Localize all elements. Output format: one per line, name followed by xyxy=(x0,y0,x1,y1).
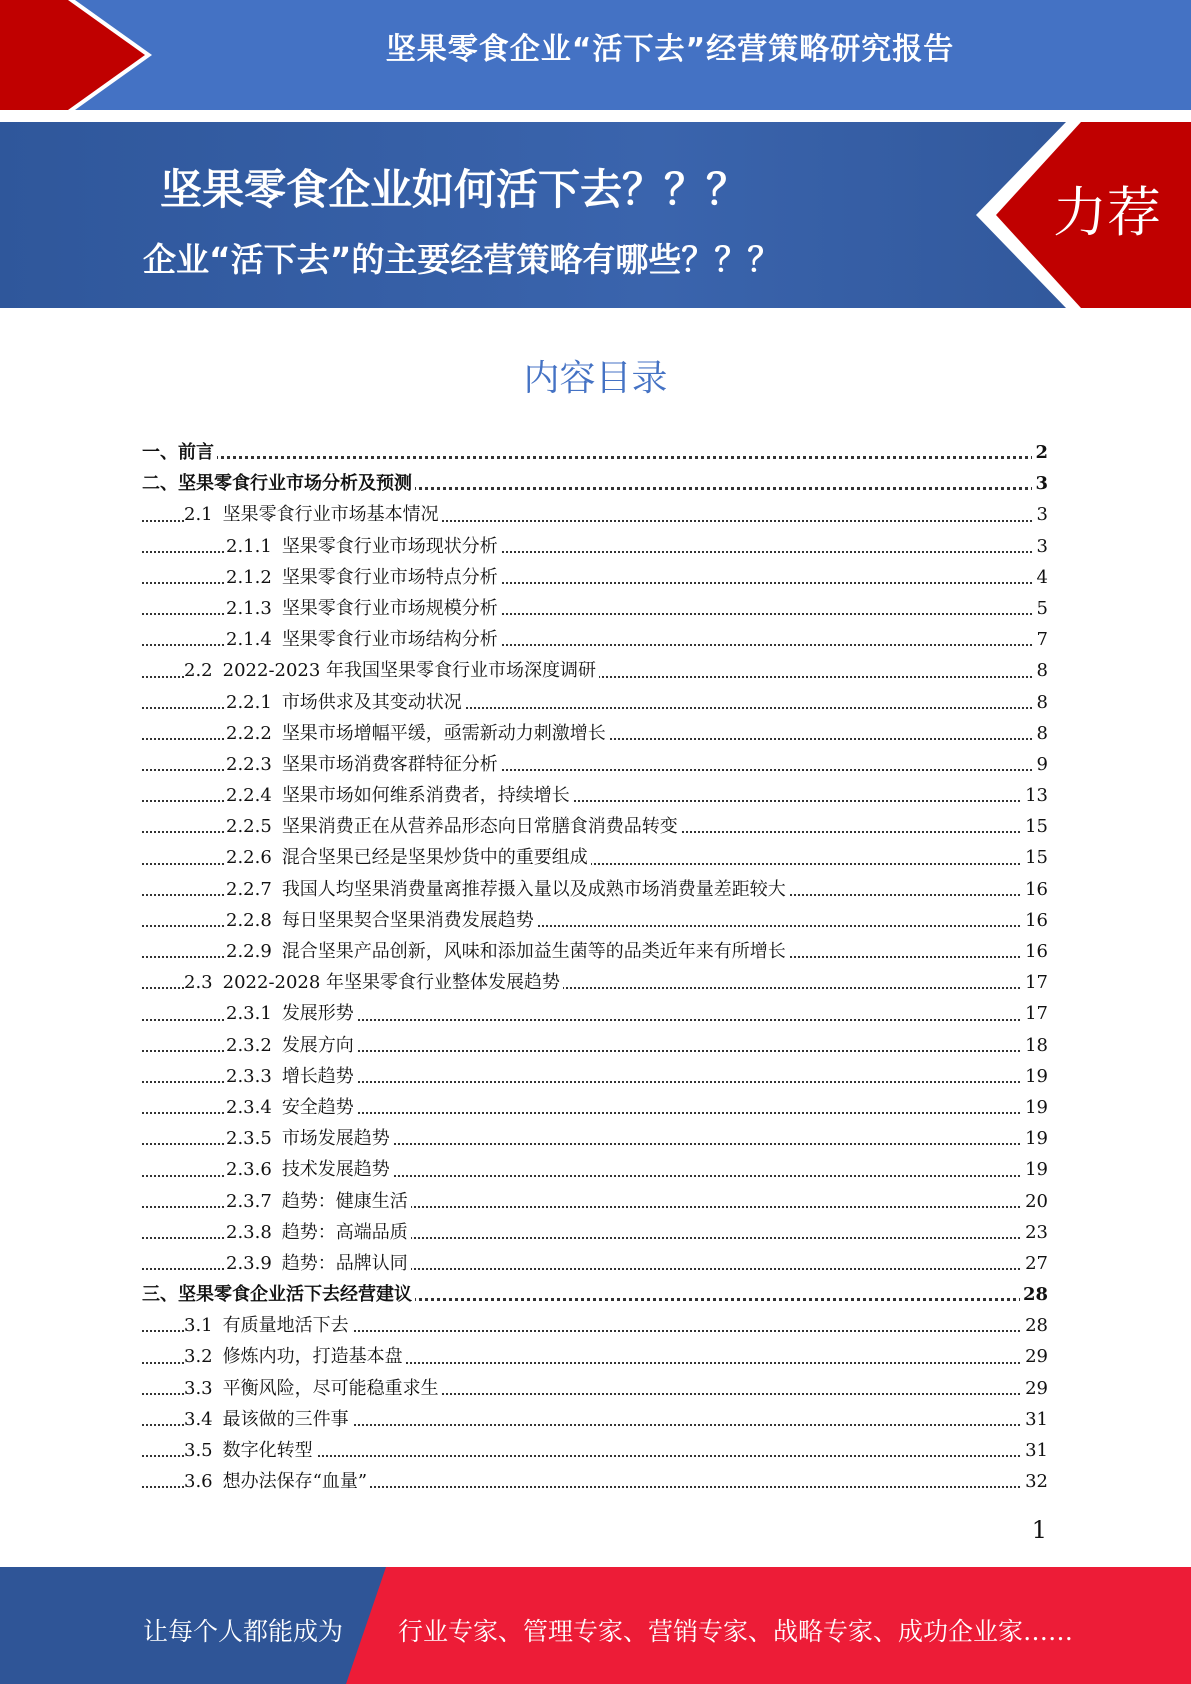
toc-entry-label xyxy=(226,723,609,744)
toc-entry-text: 坚果零食行业市场基本情况 xyxy=(222,504,439,526)
toc-entry[interactable] xyxy=(142,1435,1048,1466)
toc-entry-page: 16 xyxy=(1022,936,1048,967)
toc-entry-page: 2 xyxy=(1032,437,1048,468)
toc-entry-number: 3.6 xyxy=(184,1471,213,1493)
toc-entry-number: 2.2.6 xyxy=(226,847,272,869)
toc-entry-number: 2.2.1 xyxy=(226,691,272,713)
toc-entry-number: 2.1.1 xyxy=(226,535,272,557)
toc-entry[interactable] xyxy=(142,1279,1048,1310)
toc-entry-text: 趋势：品牌认同 xyxy=(281,1252,408,1274)
banner-question-2: 企业“活下去”的主要经营策略有哪些？？？ xyxy=(143,240,781,279)
toc-entry[interactable] xyxy=(142,874,1048,905)
toc-entry-text: 我国人均坚果消费量离推荐摄入量以及成熟市场消费量差距较大 xyxy=(281,878,786,900)
toc-entry[interactable] xyxy=(142,936,1048,967)
toc-entry-label xyxy=(226,754,501,775)
page-number: 1 xyxy=(1031,1516,1047,1544)
toc-entry-page: 29 xyxy=(1022,1373,1048,1404)
toc-entry-text: 最该做的三件事 xyxy=(222,1408,349,1430)
toc-entry-text: 坚果零食企业活下去经营建议 xyxy=(178,1284,412,1306)
toc-entry-page: 28 xyxy=(1022,1310,1048,1341)
toc-entry-page: 23 xyxy=(1022,1217,1048,1248)
toc-entry-number: 2.3.6 xyxy=(226,1159,272,1181)
toc-entry-number: 2.2.9 xyxy=(226,941,272,962)
toc-entry-page: 8 xyxy=(1034,687,1048,718)
toc-entry[interactable] xyxy=(142,499,1048,530)
toc-entry-number: 2.3.3 xyxy=(226,1065,272,1087)
toc-entry-number: 2.1.3 xyxy=(226,597,272,619)
footer-bar xyxy=(0,1567,1191,1684)
toc-entry-label xyxy=(184,504,442,525)
toc-entry-label xyxy=(184,660,599,681)
toc-entry-text: 坚果市场增幅平缓，亟需新动力刺激增长 xyxy=(281,722,606,744)
toc-entry-label xyxy=(226,879,789,900)
question-banner xyxy=(0,122,1191,308)
toc-entry-label xyxy=(226,816,681,837)
toc-entry[interactable] xyxy=(142,1030,1048,1061)
top-header-bar xyxy=(0,0,1191,110)
toc-entry-text: 坚果零食行业市场现状分析 xyxy=(281,535,498,557)
toc-entry-page: 5 xyxy=(1034,593,1048,624)
report-title: 坚果零食企业“活下去”经营策略研究报告 xyxy=(385,32,955,67)
toc-entry-page: 19 xyxy=(1022,1154,1048,1185)
toc-entry-text: 增长趋势 xyxy=(281,1065,354,1087)
toc-entry-number: 3.4 xyxy=(184,1408,213,1430)
toc-entry-number: 一、 xyxy=(142,442,178,463)
toc-entry-text: 市场供求及其变动状况 xyxy=(281,691,462,713)
toc-entry[interactable] xyxy=(142,811,1048,842)
table-of-contents xyxy=(142,437,1048,1497)
toc-entry-page: 3 xyxy=(1032,468,1048,499)
toc-entry[interactable] xyxy=(142,905,1048,936)
toc-entry-number: 2.3.5 xyxy=(226,1128,272,1150)
toc-entry-text: 混合坚果产品创新，风味和添加益生菌等的品类近年来有所增长 xyxy=(281,941,786,962)
toc-entry-label xyxy=(226,1066,357,1087)
toc-entry-number: 三、 xyxy=(142,1284,178,1306)
toc-entry-label xyxy=(226,1003,357,1024)
toc-entry-text: 坚果零食行业市场规模分析 xyxy=(281,597,498,619)
toc-entry-text: 有质量地活下去 xyxy=(222,1315,349,1337)
toc-entry[interactable] xyxy=(142,1186,1048,1217)
toc-entry-label xyxy=(184,1315,352,1336)
toc-entry-text: 趋势：高端品质 xyxy=(281,1221,408,1243)
toc-entry-label xyxy=(226,1191,411,1212)
toc-entry-label xyxy=(226,1128,393,1149)
toc-entry-label xyxy=(142,473,415,494)
toc-entry[interactable] xyxy=(142,1123,1048,1154)
toc-entry-page: 9 xyxy=(1034,749,1048,780)
toc-entry[interactable] xyxy=(142,1248,1048,1279)
toc-entry-number: 2.3 xyxy=(184,972,213,994)
toc-entry-label xyxy=(226,847,591,868)
toc-entry-number: 2.2.5 xyxy=(226,816,272,838)
toc-entry-number: 2.1.4 xyxy=(226,629,272,651)
toc-entry-number: 2.2.8 xyxy=(226,909,272,931)
toc-entry-text: 2022-2023 年我国坚果零食行业市场深度调研 xyxy=(222,660,597,682)
toc-entry-page: 7 xyxy=(1034,624,1048,655)
toc-entry[interactable] xyxy=(142,842,1048,873)
toc-entry-label xyxy=(184,1440,316,1461)
toc-entry-label xyxy=(226,910,537,931)
toc-entry[interactable] xyxy=(142,1404,1048,1435)
toc-entry-text: 坚果零食行业市场特点分析 xyxy=(281,566,498,588)
toc-entry[interactable] xyxy=(142,718,1048,749)
toc-entry-text: 技术发展趋势 xyxy=(281,1159,390,1181)
toc-entry-label xyxy=(184,1378,442,1399)
toc-entry-number: 3.3 xyxy=(184,1377,213,1399)
toc-entry[interactable] xyxy=(142,780,1048,811)
toc-entry-page: 3 xyxy=(1034,499,1048,530)
toc-entry-page: 29 xyxy=(1022,1341,1048,1372)
toc-entry-page: 31 xyxy=(1022,1404,1048,1435)
toc-entry[interactable] xyxy=(142,1217,1048,1248)
toc-entry-label xyxy=(226,692,465,713)
toc-entry[interactable] xyxy=(142,593,1048,624)
toc-entry[interactable] xyxy=(142,1373,1048,1404)
toc-entry-number: 2.2.7 xyxy=(226,878,272,900)
toc-entry-number: 3.5 xyxy=(184,1440,213,1461)
toc-entry-page: 16 xyxy=(1022,905,1048,936)
toc-entry[interactable] xyxy=(142,687,1048,718)
toc-entry-page: 18 xyxy=(1022,1030,1048,1061)
header-chevron-red xyxy=(0,0,150,110)
toc-entry-page: 19 xyxy=(1022,1061,1048,1092)
toc-entry-label xyxy=(184,972,563,993)
toc-entry[interactable] xyxy=(142,967,1048,998)
toc-entry[interactable] xyxy=(142,1092,1048,1123)
toc-entry-page: 8 xyxy=(1034,718,1048,749)
toc-entry-text: 发展形势 xyxy=(281,1003,354,1025)
toc-entry-label xyxy=(226,1097,357,1118)
toc-entry-number: 3.1 xyxy=(184,1315,213,1337)
toc-entry-number: 2.3.4 xyxy=(226,1096,272,1118)
toc-entry-text: 发展方向 xyxy=(281,1034,354,1056)
toc-entry-page: 19 xyxy=(1022,1123,1048,1154)
toc-entry-text: 每日坚果契合坚果消费发展趋势 xyxy=(281,909,534,931)
toc-entry-text: 坚果零食行业市场分析及预测 xyxy=(178,473,412,495)
recommend-badge: 力荐 xyxy=(1053,181,1161,244)
banner-question-1: 坚果零食企业如何活下去？？？ xyxy=(160,165,749,214)
toc-entry[interactable] xyxy=(142,562,1048,593)
toc-entry-number: 2.2.4 xyxy=(226,785,272,807)
toc-entry-label xyxy=(226,629,501,650)
toc-entry-number: 2.3.1 xyxy=(226,1003,272,1025)
toc-entry-text: 安全趋势 xyxy=(281,1096,354,1118)
toc-entry-text: 2022-2028 年坚果零食行业整体发展趋势 xyxy=(222,972,561,994)
toc-entry[interactable] xyxy=(142,998,1048,1029)
toc-entry-page: 28 xyxy=(1020,1279,1048,1310)
toc-entry-page: 17 xyxy=(1022,967,1048,998)
toc-entry-text: 平衡风险，尽可能稳重求生 xyxy=(222,1377,439,1399)
toc-entry[interactable] xyxy=(142,655,1048,686)
toc-entry[interactable] xyxy=(142,1341,1048,1372)
toc-entry-text: 想办法保存“血量” xyxy=(222,1471,368,1493)
toc-entry-page: 3 xyxy=(1034,531,1048,562)
toc-entry-page: 19 xyxy=(1022,1092,1048,1123)
toc-entry-label xyxy=(226,1159,393,1180)
footer-slogan-right: 行业专家、管理专家、营销专家、战略专家、成功企业家…… xyxy=(398,1617,1074,1646)
toc-entry[interactable] xyxy=(142,1061,1048,1092)
toc-entry-text: 坚果消费正在从营养品形态向日常膳食消费品转变 xyxy=(281,816,678,838)
toc-entry-label xyxy=(184,1409,352,1430)
toc-entry-label xyxy=(142,1284,415,1305)
toc-entry-number: 3.2 xyxy=(184,1346,213,1368)
toc-entry-label xyxy=(226,1035,357,1056)
toc-entry-label xyxy=(226,1253,411,1274)
toc-entry-number: 2.3.2 xyxy=(226,1034,272,1056)
toc-entry-page: 15 xyxy=(1022,842,1048,873)
toc-entry-text: 坚果市场消费客群特征分析 xyxy=(281,753,498,775)
toc-entry[interactable] xyxy=(142,468,1048,499)
toc-entry[interactable] xyxy=(142,624,1048,655)
toc-entry-number: 2.2 xyxy=(184,660,213,682)
toc-entry-text: 市场发展趋势 xyxy=(281,1128,390,1150)
toc-entry-text: 坚果零食行业市场结构分析 xyxy=(281,629,498,651)
toc-entry-label xyxy=(142,442,217,463)
toc-entry-label xyxy=(226,1222,411,1243)
footer-slogan-left: 让每个人都能成为 xyxy=(143,1617,344,1646)
toc-entry-page: 20 xyxy=(1022,1186,1048,1217)
toc-entry-number: 2.2.3 xyxy=(226,753,272,775)
toc-title: 内容目录 xyxy=(523,358,668,399)
toc-entry[interactable] xyxy=(142,1466,1048,1497)
toc-entry-label xyxy=(226,785,573,806)
toc-entry[interactable] xyxy=(142,1154,1048,1185)
toc-entry-label xyxy=(184,1471,370,1492)
toc-entry-page: 31 xyxy=(1022,1435,1048,1466)
toc-entry-number: 二、 xyxy=(142,473,178,495)
toc-entry-label xyxy=(226,536,501,557)
toc-entry-number: 2.1 xyxy=(184,504,213,526)
toc-entry-label xyxy=(226,567,501,588)
toc-entry-label xyxy=(184,1346,406,1367)
toc-entry-page: 4 xyxy=(1034,562,1048,593)
toc-entry-page: 17 xyxy=(1022,998,1048,1029)
toc-entry-text: 数字化转型 xyxy=(222,1440,313,1461)
toc-entry-number: 2.3.9 xyxy=(226,1252,272,1274)
toc-entry[interactable] xyxy=(142,437,1048,468)
toc-entry-page: 8 xyxy=(1034,655,1048,686)
toc-entry-label xyxy=(226,598,501,619)
toc-entry[interactable] xyxy=(142,749,1048,780)
toc-entry-number: 2.3.8 xyxy=(226,1221,272,1243)
toc-entry-number: 2.2.2 xyxy=(226,722,272,744)
toc-entry-page: 15 xyxy=(1022,811,1048,842)
toc-entry[interactable] xyxy=(142,1310,1048,1341)
toc-entry-text: 混合坚果已经是坚果炒货中的重要组成 xyxy=(281,847,588,869)
toc-entry[interactable] xyxy=(142,531,1048,562)
toc-entry-text: 修炼内功，打造基本盘 xyxy=(222,1346,403,1368)
toc-entry-page: 16 xyxy=(1022,874,1048,905)
toc-entry-number: 2.3.7 xyxy=(226,1190,272,1212)
toc-entry-text: 趋势：健康生活 xyxy=(281,1190,408,1212)
toc-entry-page: 13 xyxy=(1022,780,1048,811)
toc-entry-text: 前言 xyxy=(178,442,214,463)
toc-entry-label xyxy=(226,941,789,962)
toc-entry-number: 2.1.2 xyxy=(226,566,272,588)
toc-entry-text: 坚果市场如何维系消费者，持续增长 xyxy=(281,785,570,807)
toc-entry-page: 27 xyxy=(1022,1248,1048,1279)
toc-entry-page: 32 xyxy=(1022,1466,1048,1497)
